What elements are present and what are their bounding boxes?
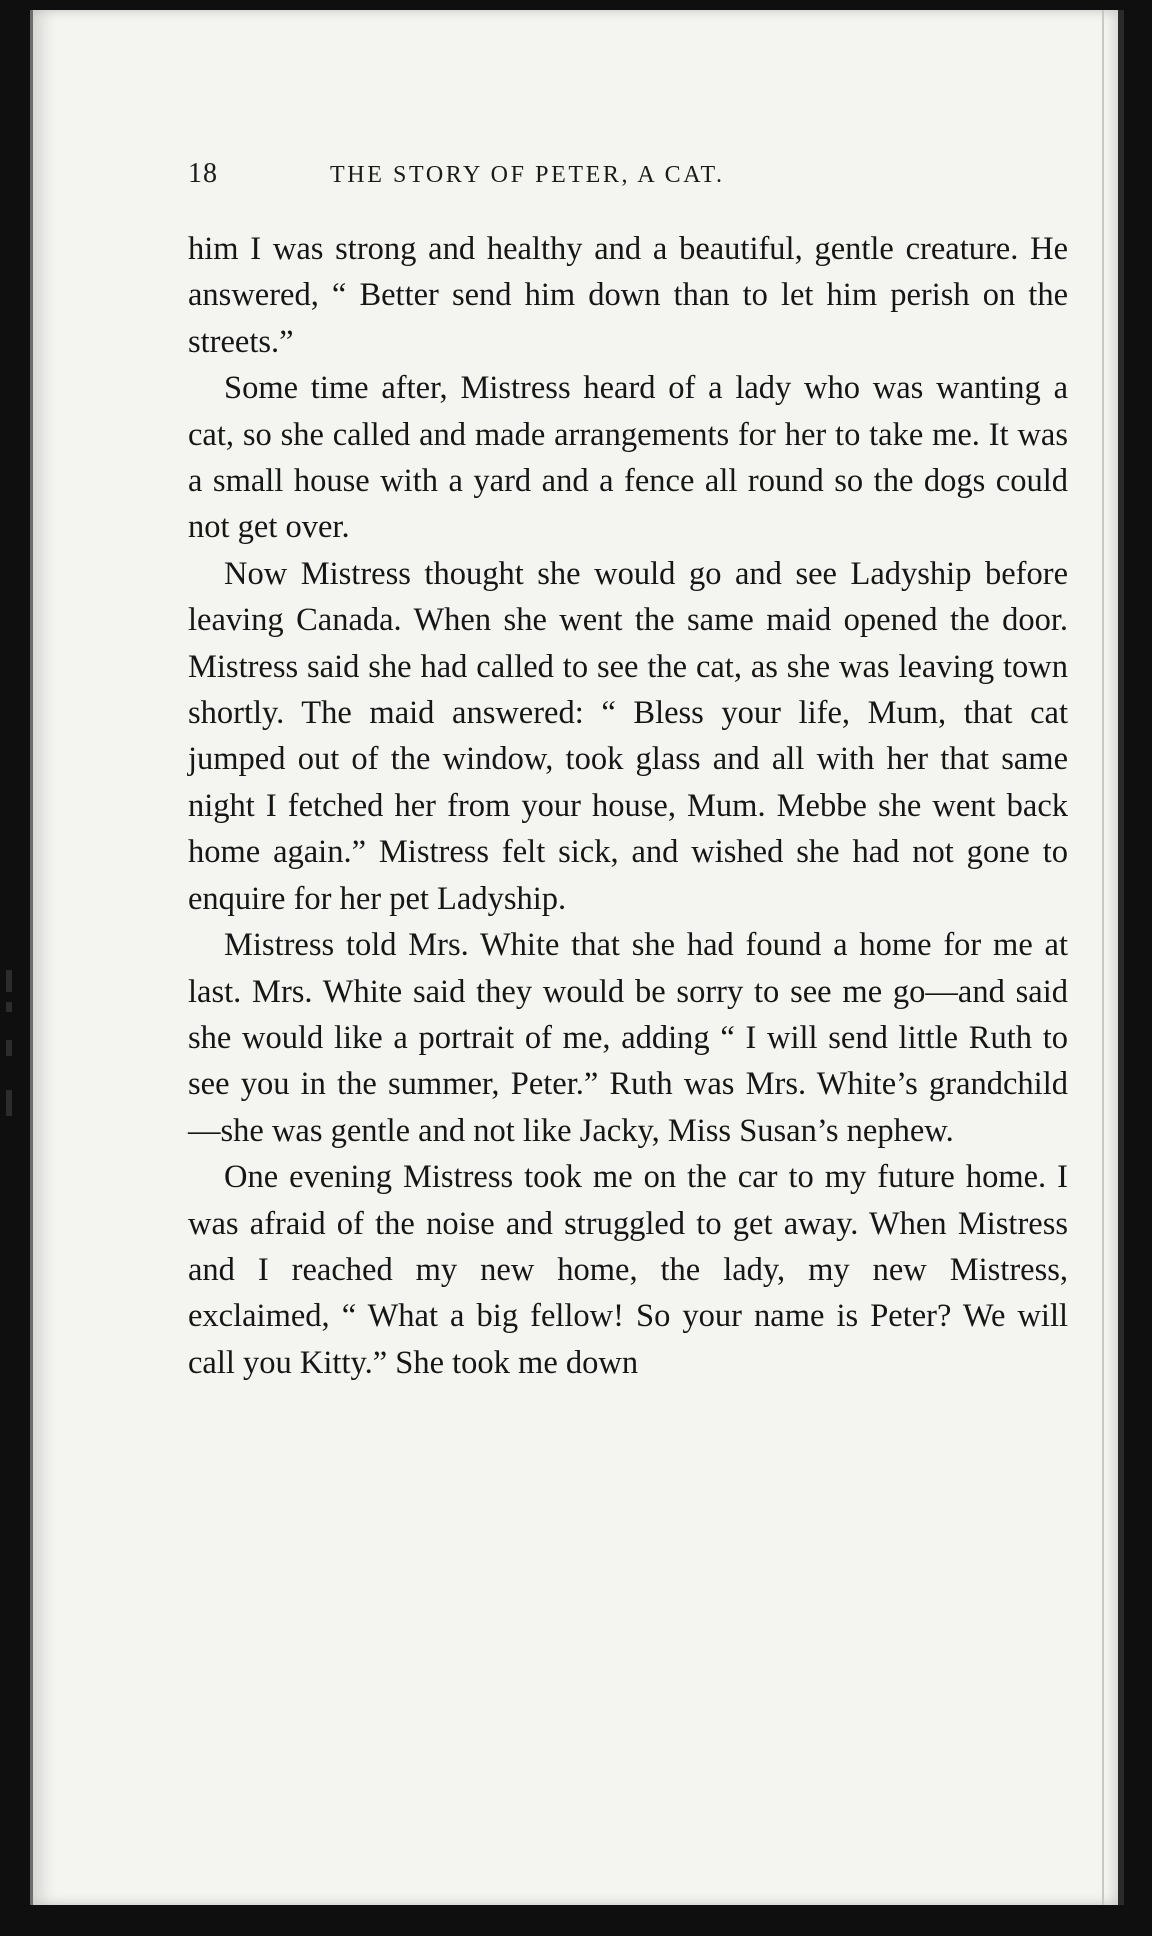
- binding-marks: [0, 940, 30, 1140]
- body-text: [188, 226, 1068, 1386]
- page-edge-shadow: [1102, 10, 1104, 1905]
- paragraph: Mistress told Mrs. White that she had found a home for me at last. Mrs. White said they would be sorry to see me go—and said she would like a portrait of me, adding “ I will send little Ruth to see you in the summer, Peter.” Ruth was Mrs. White’s grandchild—she was gentle and not like Jacky, Miss Susan’s nephew.: [188, 927, 1068, 1149]
- page-number: 18: [188, 158, 218, 189]
- paragraph: One evening Mistress took me on the car to my future home. I was afraid of the noise and struggled to get away. When Mistress and I reached my new home, the lady, my new Mistress, exclaimed, “ What a big fellow! So your name is Peter? We will call you Kitty.” She took me down: [188, 1159, 1068, 1381]
- paragraph: him I was strong and healthy and a beautiful, gentle creature. He answered, “ Better send him down than to let him perish on the streets.”: [188, 231, 1068, 360]
- paragraph: Now Mistress thought she would go and see Ladyship before leaving Canada. When she went the same maid opened the door. Mistress said she had called to see the cat, as she was leaving town shortly. The maid answered: “ Bless your life, Mum, that cat jumped out of the window, took glass and all with her that same night I fetched her from your house, Mum. Mebbe she went back home again.” Mistress felt sick, and wished she had not gone to enquire for her pet Ladyship.: [188, 555, 1068, 917]
- running-title: THE STORY OF PETER, A CAT.: [330, 162, 725, 188]
- paragraph: Some time after, Mistress heard of a lady who was wanting a cat, so she called and made arrangements for her to take me. It was a small house with a yard and a fence all round so the dogs could not get over.: [188, 370, 1068, 546]
- page-header: [188, 158, 908, 198]
